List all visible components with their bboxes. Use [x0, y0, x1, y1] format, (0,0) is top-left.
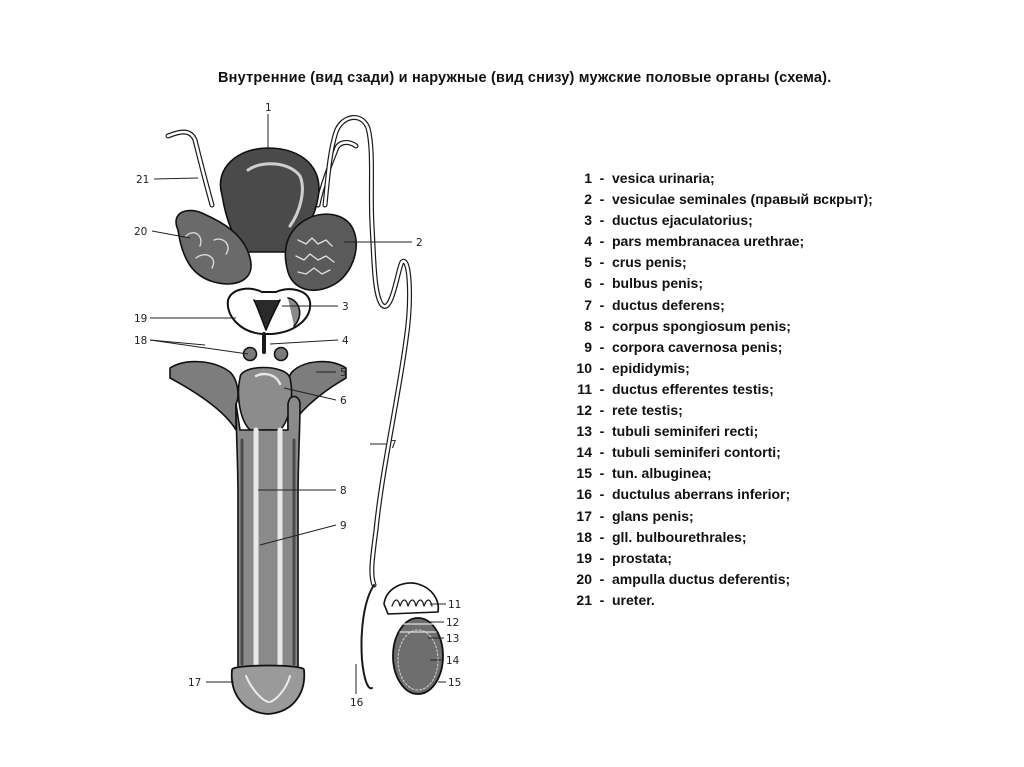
legend-separator: - [599, 212, 605, 229]
legend-number: 8 [584, 317, 592, 334]
legend-number: 10 [576, 359, 592, 376]
legend-separator: - [599, 296, 605, 313]
legend-item [568, 168, 873, 189]
legend-term: ductus deferens; [612, 296, 725, 313]
legend-item [568, 295, 873, 316]
left-ureter-core [168, 132, 212, 205]
legend-term: rete testis; [612, 402, 683, 419]
legend-term: tun. albuginea; [612, 465, 712, 482]
legend-item [568, 379, 873, 400]
legend-number: 3 [584, 212, 592, 229]
leader-21 [154, 178, 198, 179]
right-bulbourethral-gland [275, 348, 288, 361]
legend-number: 6 [584, 275, 592, 292]
legend-separator: - [599, 423, 605, 440]
legend-separator: - [599, 528, 605, 545]
legend-item [568, 210, 873, 231]
legend-term: ductus efferentes testis; [612, 380, 774, 397]
callout-4: 4 [342, 335, 349, 347]
left-ureter [168, 132, 212, 205]
legend-item [568, 548, 873, 569]
legend-term: vesica urinaria; [612, 170, 715, 186]
legend-separator: - [599, 570, 605, 587]
ductus-deferens [325, 117, 409, 585]
callout-12: 12 [446, 617, 460, 629]
legend-number: 2 [584, 191, 592, 208]
callout-18: 18 [134, 335, 148, 347]
legend-term: vesiculae seminales (правый вскрыт); [612, 191, 873, 208]
legend-term: tubuli seminiferi contorti; [612, 444, 781, 461]
legend-separator: - [599, 444, 605, 461]
aberrant-ductule [362, 585, 375, 688]
legend-item [568, 484, 873, 505]
callout-17: 17 [188, 677, 202, 689]
legend-separator: - [599, 486, 605, 503]
legend-number: 9 [584, 338, 592, 355]
callout-5: 5 [340, 367, 347, 379]
legend-term: gll. bulbourethrales; [612, 528, 747, 545]
callout-16: 16 [350, 697, 364, 709]
penile-shaft [236, 396, 300, 668]
legend-number: 11 [577, 380, 592, 397]
legend-item [568, 231, 873, 252]
callout-20: 20 [134, 226, 148, 238]
legend-item [568, 442, 873, 463]
callout-19: 19 [134, 313, 148, 325]
legend-separator: - [599, 233, 605, 250]
testis [393, 618, 443, 694]
leader-4 [270, 340, 338, 344]
callout-3: 3 [342, 301, 349, 313]
legend-item [568, 421, 873, 442]
legend-separator: - [599, 380, 605, 397]
legend-number: 4 [584, 233, 592, 250]
legend-term: ampulla ductus deferentis; [612, 570, 791, 587]
legend-separator: - [599, 254, 605, 271]
legend-term: crus penis; [612, 254, 687, 271]
legend-separator: - [599, 191, 605, 208]
legend-number: 12 [576, 402, 592, 419]
legend-number: 14 [576, 444, 592, 461]
legend-item [568, 463, 873, 484]
ductus-deferens-core [325, 117, 409, 585]
callout-1: 1 [265, 102, 272, 114]
legend-separator: - [599, 549, 605, 566]
legend-item [568, 189, 873, 210]
callout-21: 21 [136, 174, 150, 186]
legend-term: pars membranacea urethrae; [612, 233, 805, 250]
legend-item [568, 590, 873, 611]
legend-term: bulbus penis; [612, 275, 703, 292]
legend-term: epididymis; [612, 359, 690, 376]
legend-term: ductulus aberrans inferior; [612, 486, 791, 503]
legend-item [568, 316, 873, 337]
legend-number: 19 [576, 549, 592, 566]
legend-separator: - [599, 591, 605, 608]
legend-term: prostata; [612, 549, 672, 566]
legend-item [568, 400, 873, 421]
callout-11: 11 [448, 599, 462, 611]
glans [232, 666, 304, 715]
callout-7: 7 [390, 439, 397, 451]
callout-6: 6 [340, 395, 347, 407]
legend-term: tubuli seminiferi recti; [612, 423, 759, 440]
legend-separator: - [599, 465, 605, 482]
legend-separator: - [599, 317, 605, 334]
organ-drawing [168, 117, 443, 714]
legend-number: 20 [576, 570, 592, 587]
legend-list [568, 168, 873, 611]
legend-separator: - [599, 338, 605, 355]
callout-14: 14 [446, 655, 460, 667]
legend-number: 21 [576, 591, 592, 608]
callout-9: 9 [340, 520, 347, 532]
legend-item [568, 527, 873, 548]
left-crus [170, 362, 238, 430]
callout-13: 13 [446, 633, 460, 645]
legend-term: ureter. [612, 591, 655, 608]
legend-item [568, 506, 873, 527]
diagram-title: Внутренние (вид сзади) и наружные (вид снизу) мужские половые органы (схема). [218, 70, 832, 86]
legend-item [568, 569, 873, 590]
legend-number: 13 [576, 423, 592, 440]
legend-term: ductus ejaculatorius; [612, 212, 753, 229]
callout-15: 15 [448, 677, 462, 689]
legend-item [568, 337, 873, 358]
legend-number: 18 [576, 528, 592, 545]
legend-item [568, 273, 873, 294]
callout-2: 2 [416, 237, 423, 249]
legend-term: glans penis; [612, 507, 694, 524]
legend-number: 1 [584, 170, 592, 186]
legend-separator: - [599, 275, 605, 292]
legend-item [568, 252, 873, 273]
leader-18a [150, 340, 248, 354]
legend-term: corpora cavernosa penis; [612, 338, 783, 355]
legend-number: 7 [584, 296, 592, 313]
legend-separator: - [599, 170, 605, 186]
legend-number: 17 [576, 507, 592, 524]
epididymis-head [384, 583, 438, 614]
legend-number: 5 [584, 254, 592, 271]
legend-item [568, 358, 873, 379]
legend-separator: - [599, 359, 605, 376]
legend-number: 16 [576, 486, 592, 503]
legend-separator: - [599, 402, 605, 419]
legend-separator: - [599, 507, 605, 524]
callout-8: 8 [340, 485, 347, 497]
penile-bulb [238, 368, 291, 431]
legend-number: 15 [576, 465, 592, 482]
legend-term: corpus spongiosum penis; [612, 317, 791, 334]
